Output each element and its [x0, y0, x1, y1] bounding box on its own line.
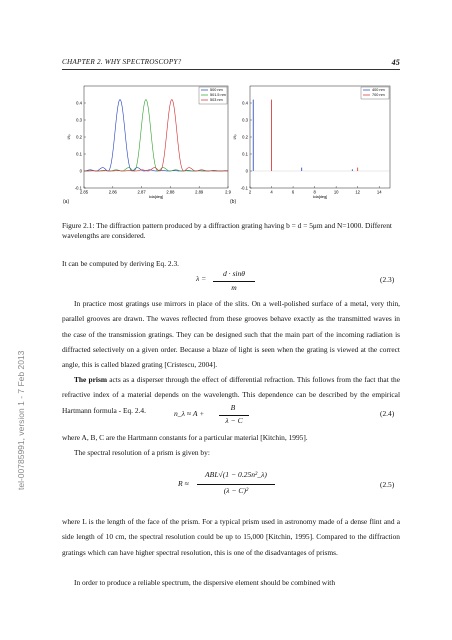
paragraph-3-bold: The prism — [74, 375, 108, 384]
series-line-501.5-nm — [84, 100, 228, 171]
panel-b-label: (b) — [230, 199, 237, 205]
eq-2-3-lhs: λ = — [196, 274, 207, 283]
paragraph-1: It can be computed by deriving Eq. 2.3. — [62, 259, 179, 268]
eq-2-4-denominator: λ − C — [225, 416, 243, 425]
archive-stamp — [6, 250, 26, 490]
x-axis-label: lola[deg] — [148, 195, 164, 199]
y-tick-label: -0.1 — [74, 185, 82, 191]
series-line-500-nm — [84, 100, 228, 171]
paragraph-5: The spectral resolution of a prism is given by: — [74, 448, 210, 457]
page-header — [62, 58, 400, 67]
y-tick-label: 0.2 — [242, 134, 248, 140]
y-tick-label: 0 — [79, 168, 82, 174]
eq-2-5-lhs: R ≈ — [178, 479, 189, 488]
x-tick-label: 12 — [355, 189, 361, 195]
eq-2-5-fraction-bar — [197, 484, 275, 485]
legend-label: 500 nm — [210, 88, 223, 92]
figure-caption: Figure 2.1: The diffraction pattern produced by a diffraction grating having b = d = 5μm and N=1000. Different wavelengths are considered. — [62, 221, 392, 240]
eq-2-3-denominator: m — [231, 283, 237, 292]
y-tick-label: 0.3 — [242, 117, 248, 123]
y-axis-label: I/I₀ — [232, 134, 237, 140]
archive-stamp-text: tel-00785991, version 1 - 7 Feb 2013 — [16, 350, 26, 490]
series-line-503-nm — [84, 100, 228, 171]
legend-label: 501.5 nm — [210, 93, 226, 97]
eq-2-3-number: (2.3) — [380, 275, 395, 284]
plot-frame — [250, 86, 390, 188]
y-tick-label: 0.2 — [76, 134, 82, 140]
y-tick-label: 0 — [245, 168, 248, 174]
y-tick-label: -0.1 — [240, 185, 248, 191]
panel-a — [66, 86, 232, 199]
y-axis-label: I/I₀ — [66, 134, 71, 140]
eq-2-5-numerator: ABL√(1 − 0.25n²_λ) — [205, 470, 267, 479]
x-tick-label: 2.89 — [195, 189, 204, 195]
legend-label: 700 nm — [372, 93, 385, 97]
eq-2-4-numerator: B — [230, 403, 236, 412]
y-tick-label: 0.1 — [242, 151, 248, 157]
header-rule — [62, 69, 400, 70]
x-tick-label: 14 — [376, 189, 382, 195]
x-tick-label: 10 — [333, 189, 339, 195]
y-tick-label: 0.4 — [76, 100, 82, 106]
figure-2-1 — [62, 80, 400, 215]
eq-2-3-fraction-bar — [213, 281, 255, 282]
legend-label: 400 nm — [372, 88, 385, 92]
x-tick-label: 6 — [291, 189, 295, 195]
chapter-title: CHAPTER 2. WHY SPECTROSCOPY? — [62, 58, 182, 66]
panel-a-label: (a) — [63, 199, 70, 205]
y-tick-label: 0.4 — [242, 100, 248, 106]
paragraph-3-text: acts as a disperser through the effect of differential refraction. This follows from the fact that the refractive index of a material depends on the wavelength. This dependence can be described by the empirical Hartmann formula - Eq. 2.4. — [62, 375, 400, 415]
paragraph-2: In practice most gratings use mirrors in place of the slits. On a well-polished surface of a metal, very thin, parallel grooves are drawn. The waves reflected from these grooves behave exactly as the transmitted waves in the case of the transmission gratings. They can be designed such that the main part of the incoming radiation is diffracted selectively on a given order. Because a blaze of light is seen when the grating is viewed at the correct angle, this is called blazed grating [Cristescu, 2004]. — [62, 299, 400, 370]
x-tick-label: 2.85 — [79, 189, 89, 195]
x-tick-label: 2.86 — [108, 189, 117, 195]
panel-b — [232, 86, 390, 199]
paragraph-6: where L is the length of the face of the prism. For a typical prism used in astronomy made of a dense flint and a side length of 10 cm, the spectral resolution could be up to 15,000 [Kitchin, 1995]. Compared to the diffraction gratings which can have higher spectral resolution, this is one of the disadvantages of prisms. — [62, 517, 400, 557]
y-tick-label: 0.3 — [76, 117, 82, 123]
eq-2-5-number: (2.5) — [380, 480, 395, 489]
x-tick-label: 2.88 — [166, 189, 175, 195]
paragraph-7: In order to produce a reliable spectrum, the dispersive element should be combined with — [74, 578, 336, 587]
eq-2-5-denominator: (λ − C)² — [223, 486, 249, 495]
x-tick-label: 2 — [248, 189, 252, 195]
page-number: 45 — [391, 58, 400, 67]
eq-2-3-numerator: d · sinθ — [222, 269, 246, 278]
x-axis-label: lola[deg] — [312, 195, 328, 199]
legend-label: 503 nm — [210, 98, 223, 102]
eq-2-4-lhs: n_λ ≈ A + — [174, 409, 205, 418]
x-tick-label: 8 — [313, 189, 316, 195]
x-tick-label: 2.9 — [225, 189, 231, 195]
y-tick-label: 0.1 — [76, 151, 82, 157]
paragraph-4: where A, B, C are the Hartmann constants for a particular material [Kitchin, 1995]. — [62, 433, 308, 442]
x-tick-label: 4 — [270, 189, 273, 195]
x-tick-label: 2.87 — [137, 189, 146, 195]
eq-2-4-number: (2.4) — [380, 409, 395, 418]
